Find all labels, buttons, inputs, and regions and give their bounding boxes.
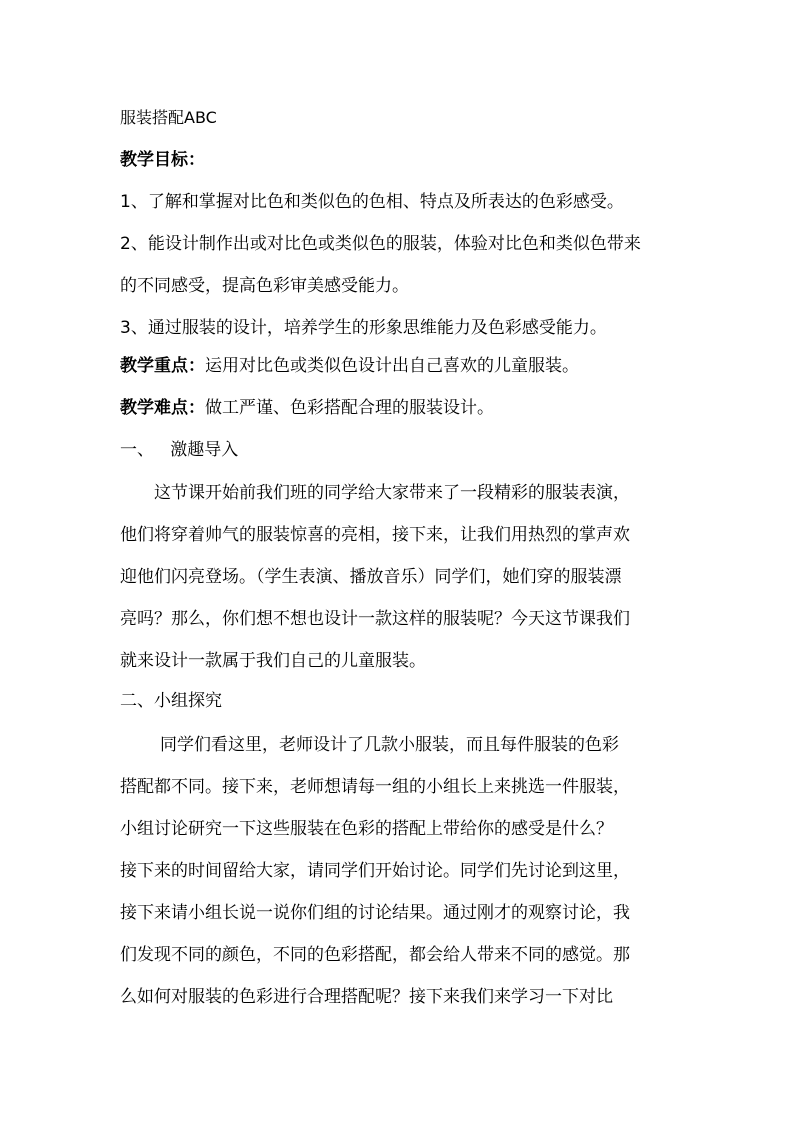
objective-line: 1、了解和掌握对比色和类似色的色相、特点及所表达的色彩感受。 xyxy=(120,192,624,212)
paragraph-line: 小组讨论研究一下这些服装在色彩的搭配上带给你的感受是什么？ xyxy=(120,819,613,839)
objective-line: 3、通过服装的设计，培养学生的形象思维能力及色彩感受能力。 xyxy=(120,318,607,338)
paragraph-line: 这节课开始前我们班的同学给大家带来了一段精彩的服装表演， xyxy=(154,483,630,503)
paragraph-line: 就来设计一款属于我们自己的儿童服装。 xyxy=(120,651,426,671)
difficulty-label: 教学难点： xyxy=(120,398,205,418)
objective-line: 2、能设计制作出或对比色或类似色的服装，体验对比色和类似色带来 xyxy=(120,234,641,254)
paragraph-line: 他们将穿着帅气的服装惊喜的亮相，接下来，让我们用热烈的掌声欢 xyxy=(120,525,630,545)
difficulty-paragraph xyxy=(120,396,680,420)
key-point-label: 教学重点： xyxy=(120,356,205,376)
objective-line: 的不同感受，提高色彩审美感受能力。 xyxy=(120,276,409,296)
paragraph-line: 接下来请小组长说一说你们组的讨论结果。通过刚才的观察讨论，我 xyxy=(120,903,630,923)
paragraph-line: 么如何对服装的色彩进行合理搭配呢？接下来我们来学习一下对比 xyxy=(120,987,613,1007)
difficulty-text: 做工严谨、色彩搭配合理的服装设计。 xyxy=(205,398,494,418)
paragraph-line: 们发现不同的颜色，不同的色彩搭配，都会给人带来不同的感觉。那 xyxy=(120,945,630,965)
paragraph-line: 迎他们闪亮登场。（学生表演、播放音乐）同学们，她们穿的服装漂 xyxy=(120,567,622,587)
key-point-paragraph xyxy=(120,354,680,378)
key-point-text: 运用对比色或类似色设计出自己喜欢的儿童服装。 xyxy=(205,356,579,376)
paragraph-line: 同学们看这里，老师设计了几款小服装，而且每件服装的色彩 xyxy=(160,735,619,755)
paragraph-line: 接下来的时间留给大家，请同学们开始讨论。同学们先讨论到这里， xyxy=(120,861,630,881)
section-heading: 一、 激趣导入 xyxy=(120,440,239,460)
document-title: 服装搭配ABC xyxy=(120,108,217,127)
paragraph-line: 搭配都不同。接下来，老师想请每一组的小组长上来挑选一件服装， xyxy=(120,777,630,797)
paragraph-line: 亮吗？那么，你们想不想也设计一款这样的服装呢？今天这节课我们 xyxy=(120,609,630,629)
objectives-heading: 教学目标： xyxy=(120,150,205,170)
section-heading: 二、小组探究 xyxy=(120,691,222,711)
